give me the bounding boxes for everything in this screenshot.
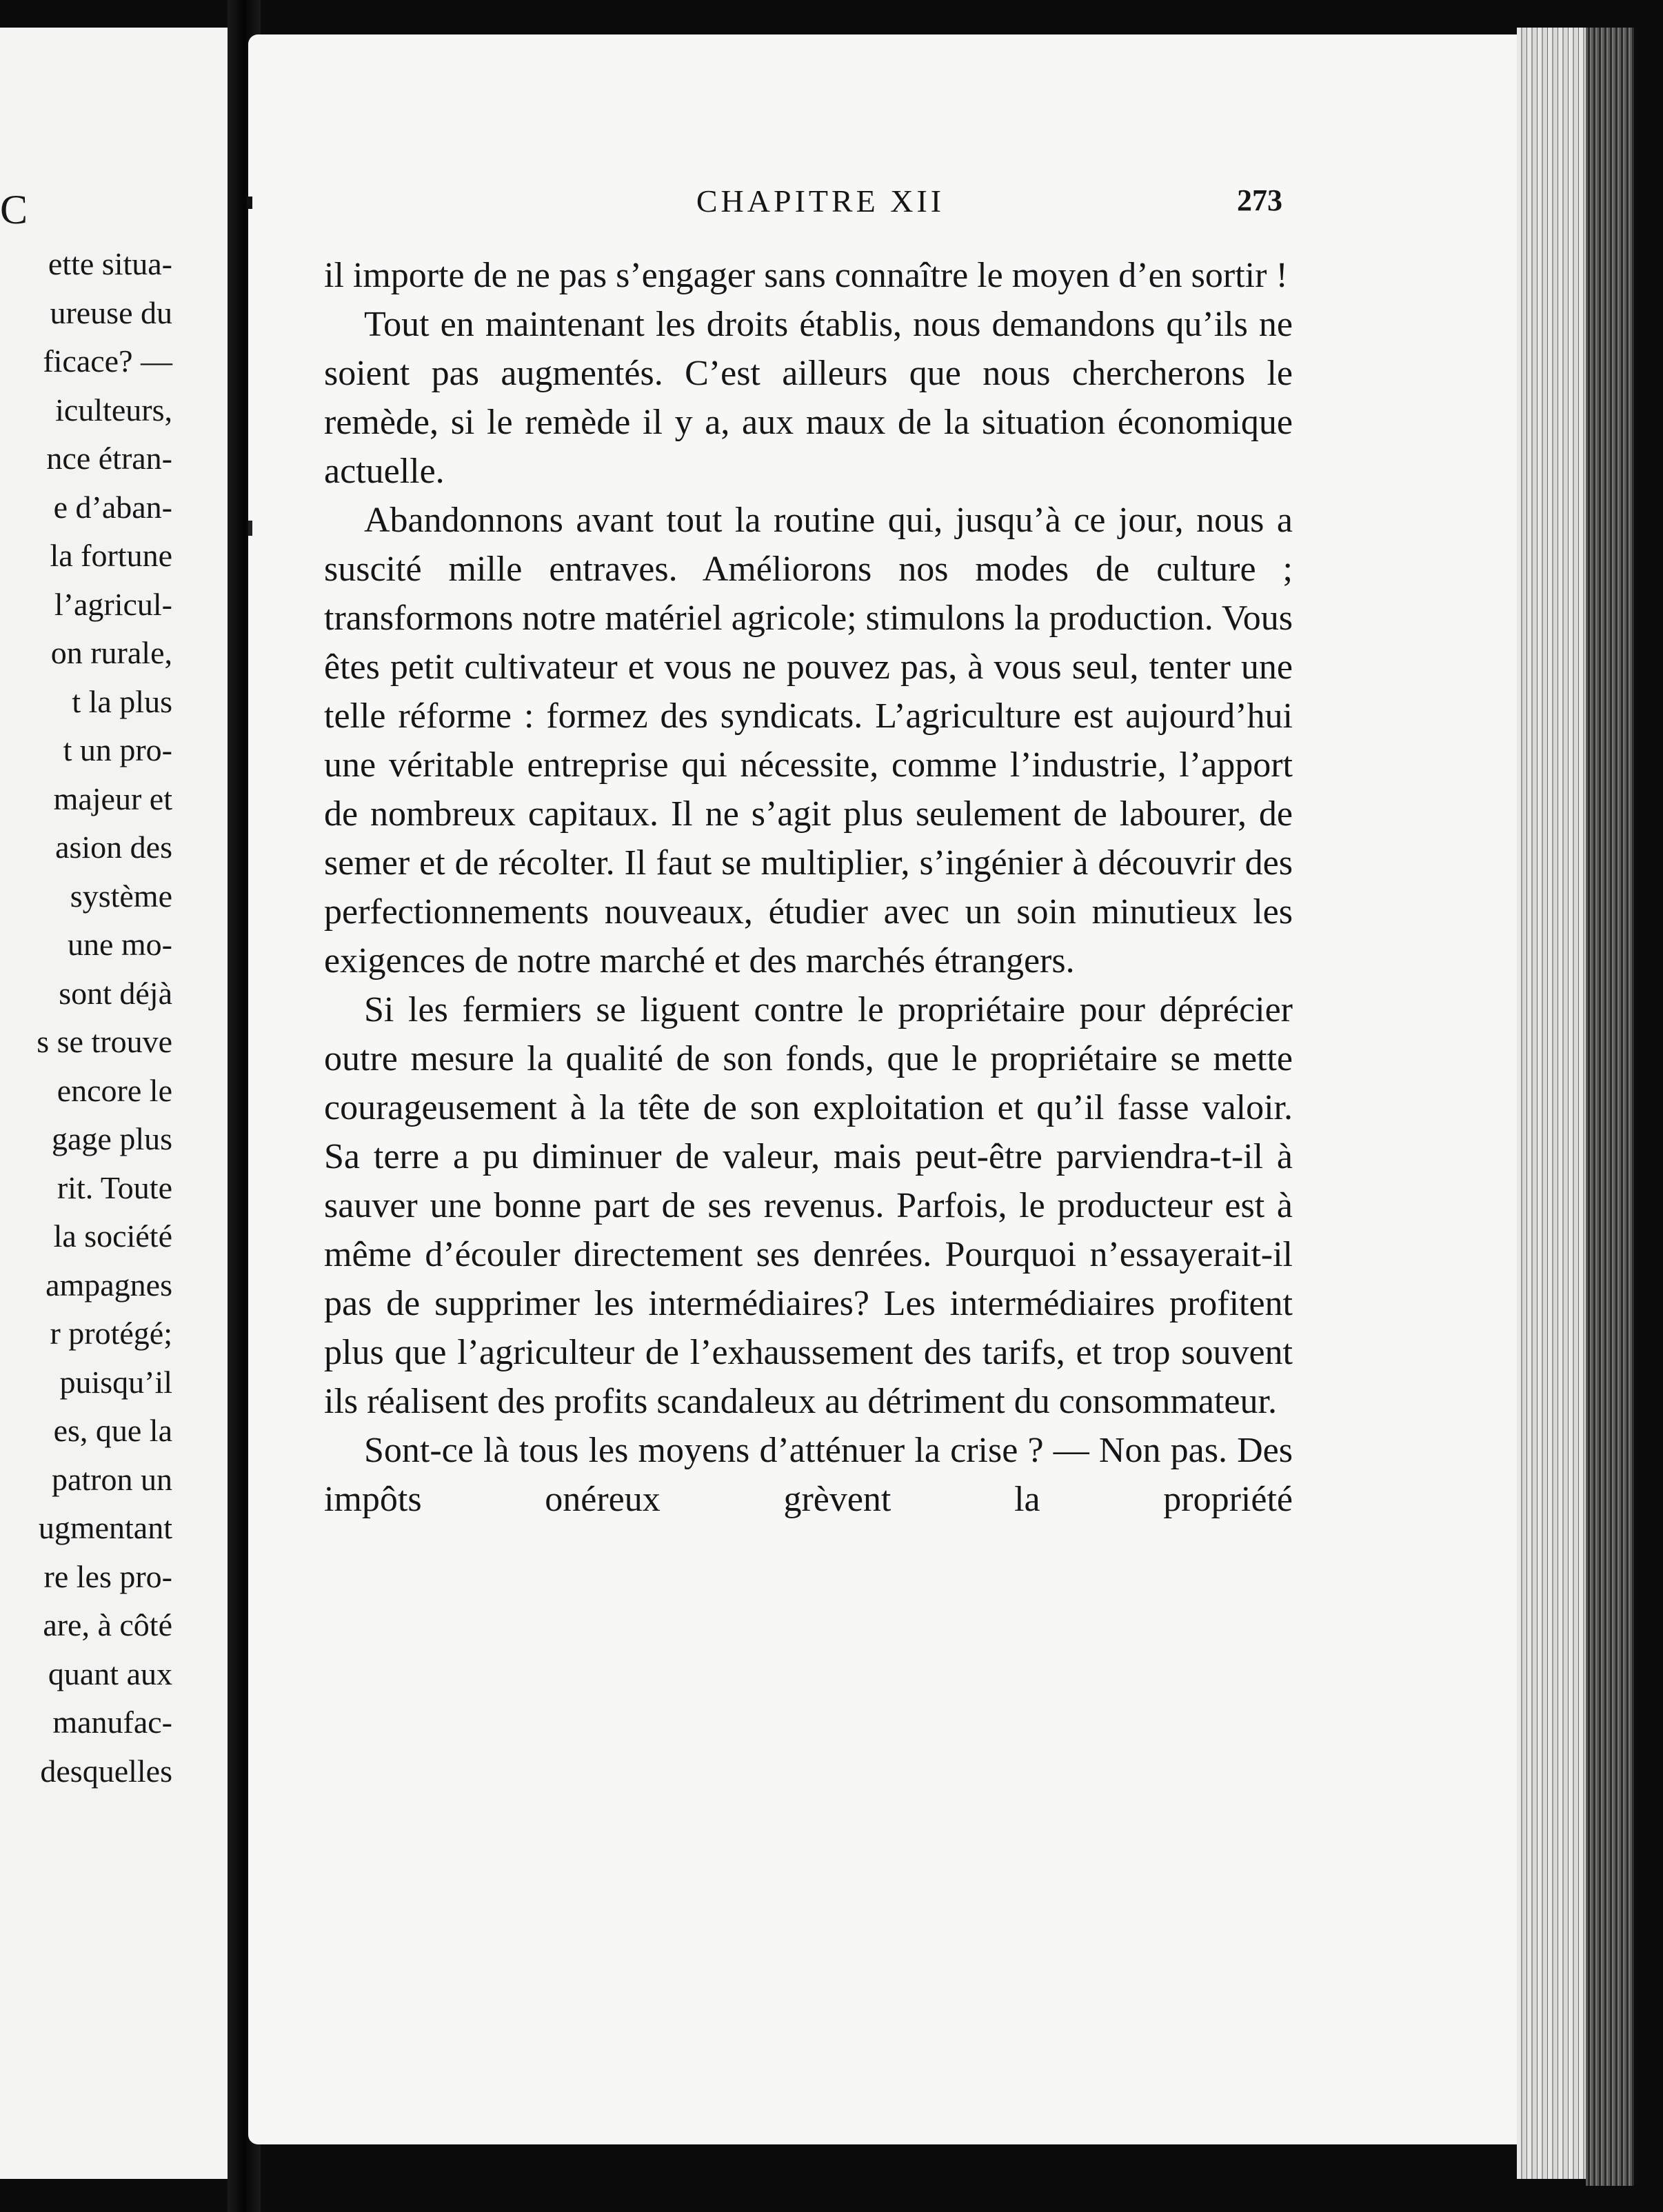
paragraph: Tout en maintenant les droits établis, nous demandons qu’ils ne soient pas augmentés. C’est ailleurs que nous chercherons le remède, si le remède il y a, aux maux de la situation économique actuelle. [324, 305, 1293, 491]
paragraph: Abandonnons avant tout la routine qui, jusqu’à ce jour, nous a suscité mille entraves. Améliorons nos modes de culture ; transformons notre matériel agricole; stimulons la production. Vous êtes petit cultivateur et vous ne pouvez pas, à vous seul, tenter une telle réforme : formez des syndicats. L’agriculture est aujourd’hui une véritable entreprise qui nécessite, comme l’industrie, l’apport de nombreux capitaux. Il ne s’agit plus seulement de labourer, de semer et de récolter. Il faut se multiplier, s’ingénier à découvrir des perfectionnements nouveaux, étudier avec un soin minutieux les exigences de notre marché et des marchés étrangers. [324, 501, 1293, 981]
binding-mark [248, 521, 252, 536]
left-page-line: iculteurs, [55, 392, 172, 428]
left-page-line: ficace? — [43, 343, 172, 379]
left-page-line: re les pro- [43, 1558, 172, 1594]
left-page-line: r protégé; [50, 1316, 172, 1351]
page-number: 273 [1237, 183, 1282, 217]
left-page-line: es, que la [53, 1413, 172, 1448]
book-edge-shadow [1586, 28, 1634, 2186]
paragraph: Sont-ce là tous les moyens d’atténuer la crise ? — Non pas. Des impôts onéreux grèvent la propriété [324, 1431, 1293, 1519]
left-page-line: la fortune [50, 538, 172, 573]
binding-mark [247, 197, 252, 209]
left-page-line: sont déjà [59, 975, 172, 1011]
left-page-line: s se trouve [37, 1024, 172, 1059]
left-page-line: patron un [51, 1461, 172, 1497]
left-page-line: système [70, 878, 172, 914]
paragraph: Si les fermiers se liguent contre le propriétaire pour déprécier outre mesure la qualité de son fonds, que le propriétaire se mette courageusement à la tête de son exploitation et qu’il fasse valoir. Sa terre a pu diminuer de valeur, mais peut-être parviendra-t-il à sauver une bonne part de ses revenus. Parfois, le producteur est à même d’écouler directement ses denrées. Pourquoi n’essayerait-il pas de supprimer les intermédiaires? Les intermédiaires profitent plus que l’agriculteur de l’exhaussement des tarifs, et trop souvent ils réalisent des profits scandaleux au détriment du consommateur. [324, 990, 1293, 1421]
left-page-line: rit. Toute [57, 1169, 172, 1205]
left-page-line: la société [53, 1218, 172, 1254]
left-page-line: t un pro- [63, 732, 172, 767]
left-page-line: t la plus [72, 683, 172, 719]
left-page-line: manufac- [52, 1705, 172, 1740]
left-page-line: e d’aban- [53, 489, 172, 525]
left-page-line: encore le [57, 1072, 172, 1108]
left-page-line: are, à côté [43, 1607, 172, 1642]
left-page-line: nce étran- [46, 441, 172, 476]
left-page-line: quant aux [48, 1656, 172, 1691]
left-page-line: l’agricul- [54, 586, 172, 622]
left-page-line: on rurale, [50, 635, 172, 670]
left-page-line: asion des [55, 830, 172, 865]
left-page-line: une mo- [67, 927, 172, 962]
left-page-line: gage plus [51, 1121, 172, 1156]
left-page-line: majeur et [53, 781, 172, 816]
left-page-line: desquelles [40, 1753, 172, 1789]
left-page-line: ampagnes [46, 1267, 172, 1303]
paragraph: il importe de ne pas s’engager sans connaître le moyen d’en sortir ! [324, 256, 1288, 295]
left-page-top-mark: C [0, 187, 28, 232]
left-page-line: ugmentant [38, 1510, 172, 1545]
running-header: CHAPITRE XII [696, 183, 945, 219]
left-page-line: ureuse du [50, 294, 172, 330]
left-page-line: puisqu’il [59, 1364, 172, 1400]
body-text [324, 251, 1293, 1524]
previous-page [0, 28, 228, 2179]
left-page-line: ette situa- [48, 246, 172, 281]
